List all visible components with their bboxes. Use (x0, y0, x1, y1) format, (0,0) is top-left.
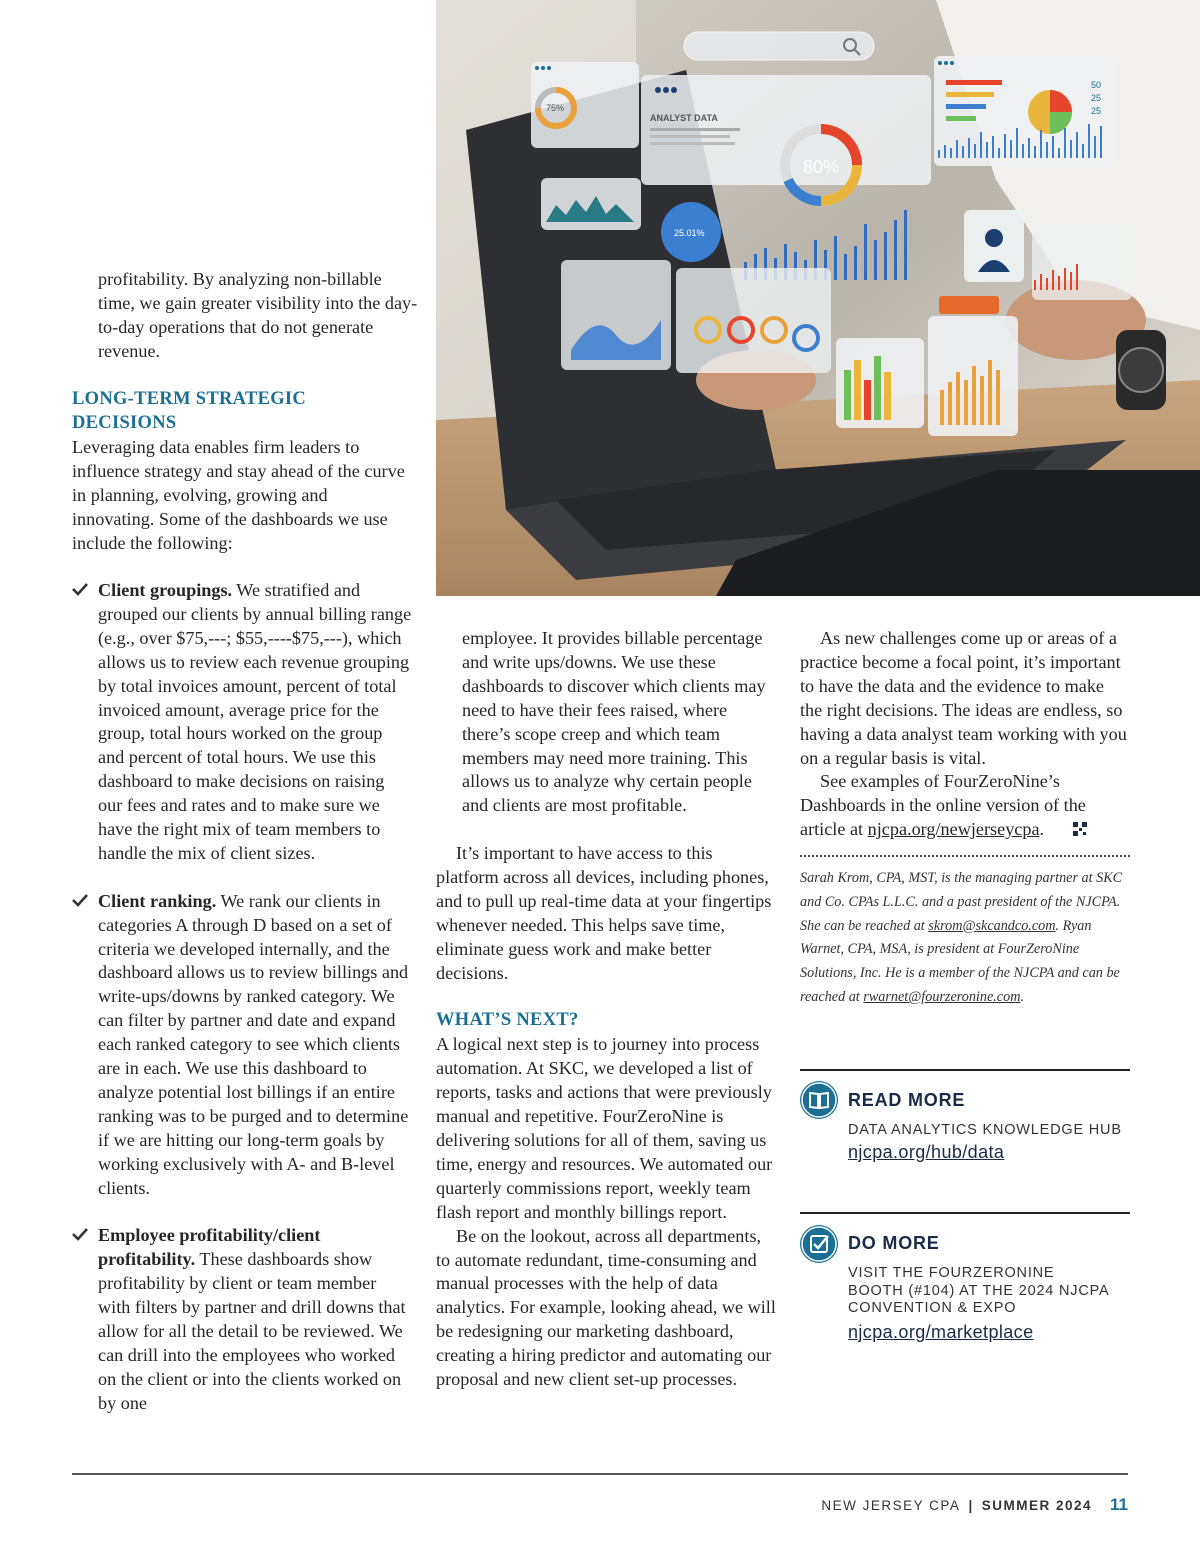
do-more-subtitle (848, 1265, 1109, 1318)
do-more-subtitle-line2: BOOTH (#104) AT THE 2024 NJCPA (848, 1282, 1110, 1299)
issue-name: SUMMER 2024 (981, 1498, 1093, 1513)
author-bio (800, 867, 1130, 1010)
page-footer (821, 1495, 1128, 1515)
col2-paragraph-automation: A logical next step is to journey into process automation. At SKC, we developed a list of reports, tasks and actions that were previously manual and repetitive. FourZeroNine is delivering solutions for all of them, saving us time, energy and resources. We automated our quarterly commissions report, weekly team flash report and monthly billings report. (436, 1034, 773, 1222)
examples-text: See examples of FourZeroNine’s Dashboards in the online version of the article at (800, 771, 1086, 840)
col1-intro-paragraph: Leveraging data enables firm leaders to influence strategy and stay ahead of the curve in planning, evolving, growing and innovating. Some of the dashboards we use include the following: (72, 437, 405, 553)
book-icon (800, 1081, 838, 1119)
col1-continued-text: profitability. By analyzing non-billable time, we gain greater visibility into the day-to-day operations that do not generate revenue. (98, 269, 418, 361)
col2-paragraph-devices: It’s important to have access to this platform across all devices, including phones, and to pull up real-time data at your fingertips whenever needed. This helps save time, eliminate guess work and make better decisions. (436, 843, 772, 983)
checkmark-icon (72, 1226, 88, 1242)
newjerseycpa-link[interactable]: njcpa.org/newjerseycpa (867, 819, 1040, 840)
hero-axis-25a: 25 (1091, 93, 1102, 103)
do-more-link[interactable]: njcpa.org/marketplace (848, 1322, 1034, 1342)
bullet-client-ranking (72, 890, 412, 1201)
col3-paragraph-examples (800, 770, 1130, 843)
bullet-title: Employee profitability/client profitability. (98, 1225, 321, 1270)
checkmark-icon (72, 581, 88, 597)
hero-pct-75: 75% (546, 103, 565, 113)
col2-paragraph-lookout: Be on the lookout, across all departments, to automate redundant, time-consuming and manual processes with the help of data analytics. For example, looking ahead, we will be redesigning our marketing dashboard, creating a hiring predictor and automating our proposal and new client set-up processes. (436, 1225, 776, 1390)
footer-separator: | (968, 1498, 974, 1513)
rwarnet-email-link[interactable]: rwarnet@fourzeronine.com (863, 988, 1021, 1005)
do-more-subtitle-line3: CONVENTION & EXPO (848, 1300, 1017, 1316)
hero-pct-80: 80% (803, 157, 840, 177)
qr-icon (1053, 819, 1087, 843)
bullet-text: We rank our clients in categories A through D based on a set of criteria we developed internally, and the dashboard allows us to review billings and write-ups/downs by ranked category. We can filter by partner and date and expand each ranked category to see which clients are in each. We use this dashboard to analyze potential lost billings if an entire ranking was to be purged and to determine if we are hitting our long-term goals by working exclusively with A- and B-level clients. (98, 890, 409, 1198)
dashboard-bullet-list (72, 579, 412, 1440)
col2-text (436, 627, 776, 1392)
bullet-client-groupings (72, 579, 412, 866)
hero-pct-25: 25.01% (674, 228, 705, 238)
do-more-title: DO MORE (848, 1233, 940, 1253)
bullet-title: Client ranking. (98, 890, 217, 911)
bullet-title: Client groupings. (98, 580, 233, 600)
read-more-rule (800, 1069, 1130, 1071)
do-more-subtitle-line1: VISIT THE FOURZERONINE (848, 1265, 1055, 1281)
do-more-rule (800, 1212, 1130, 1214)
read-more-subtitle: DATA ANALYTICS KNOWLEDGE HUB (848, 1122, 1122, 1138)
bullet-text: We stratified and grouped our clients by annual billing range (e.g., over $75,---; $55,----$75,---), which allows us to review each revenue grouping by total invoices amount, percent of total invoiced amount, average price for the group, total hours worked on the group and percent of total hours. We use this dashboard to make decisions on raising our fees and rates and to make sure we have the right mix of team members to handle the mix of client sizes. (98, 580, 412, 863)
footer-rule (72, 1473, 1128, 1475)
bullet-continuation: employee. It provides billable percentage and write ups/downs. We use these dashboards to discover which clients may need to have their fees raised, where there’s scope creep and which team members may need more training. This allows us to analyze why certain people and clients are most profitable. (462, 628, 766, 816)
col3-text (800, 627, 1130, 843)
section-heading-long-term (72, 388, 412, 436)
hero-panel-title: ANALYST DATA (650, 113, 718, 123)
bio-part3: . (1020, 988, 1024, 1005)
bio-divider (800, 855, 1130, 857)
bullet-text: These dashboards show profitability by client or team member with filters by partner and drill downs that allow for all the detail to be reviewed. We can drill into the employees who worked on the client or into the clients worked on by one (98, 1249, 406, 1413)
checkmark-icon (72, 892, 88, 908)
read-more-link[interactable]: njcpa.org/hub/data (848, 1142, 1005, 1162)
hero-axis-25b: 25 (1091, 106, 1102, 116)
skrom-email-link[interactable]: skrom@skcandco.com (928, 917, 1056, 934)
bullet-employee-profitability (72, 1224, 412, 1415)
page-number: 11 (1110, 1495, 1128, 1514)
read-more-title: READ MORE (848, 1090, 966, 1110)
hero-image (436, 0, 1200, 596)
section-heading-whats-next: WHAT’S NEXT? (436, 1010, 579, 1031)
heading-line2: DECISIONS (72, 412, 177, 433)
col3-paragraph-challenges: As new challenges come up or areas of a practice become a focal point, it’s important to have the data and the evidence to make the right decisions. The ideas are endless, so having a data analyst team working with you on a regular basis is vital. (800, 628, 1127, 768)
hero-axis-50: 50 (1091, 80, 1102, 90)
bio-part2: . Ryan Warnet, CPA, MSA, is president at FourZeroNine Solutions, Inc. He is a member of the NJCPA and can be reached at (800, 917, 1120, 1005)
checkbox-icon (800, 1225, 838, 1263)
heading-line1: LONG-TERM STRATEGIC (72, 389, 307, 409)
examples-end: . (1039, 819, 1045, 840)
bio-part1: Sarah Krom, CPA, MST, is the managing partner at SKC and Co. CPAs L.L.C. and a past president of the NJCPA. She can be reached at (800, 870, 1123, 934)
publication-name: NEW JERSEY CPA (821, 1498, 961, 1513)
